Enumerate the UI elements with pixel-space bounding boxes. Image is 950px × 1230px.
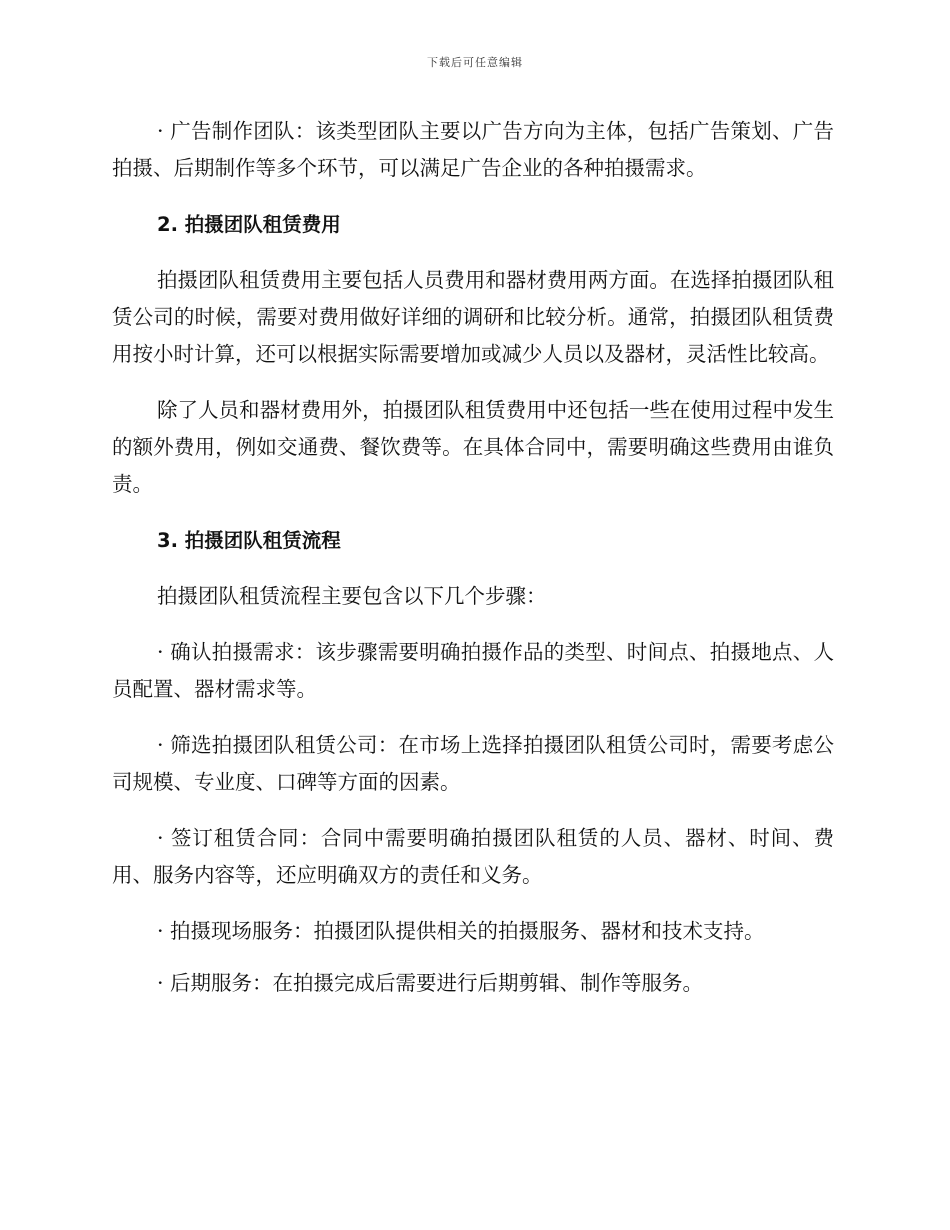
paragraph-extra-fees: 除了人员和器材费用外，拍摄团队租赁费用中还包括一些在使用过程中发生的额外费用，例如交通费、餐饮费等。在具体合同中，需要明确这些费用由谁负责。 <box>112 398 834 496</box>
document-body <box>112 113 834 1021</box>
paragraph-ad-production-team: · 广告制作团队：该类型团队主要以广告方向为主体，包括广告策划、广告拍摄、后期制作等多个环节，可以满足广告企业的各种拍摄需求。 <box>112 119 834 180</box>
list-item-step-onsite-service: · 拍摄现场服务：拍摄团队提供相关的拍摄服务、器材和技术支持。 <box>157 919 765 943</box>
paragraph-process-intro: 拍摄团队租赁流程主要包含以下几个步骤： <box>157 584 547 608</box>
list-item-step-sign-contract: · 签订租赁合同：合同中需要明确拍摄团队租赁的人员、器材、时间、费用、服务内容等，还应明确双方的责任和义务。 <box>112 826 834 887</box>
section-heading-rental-process: 3. 拍摄团队租赁流程 <box>157 529 341 552</box>
list-item-step-select-company: · 筛选拍摄团队租赁公司：在市场上选择拍摄团队租赁公司时，需要考虑公司规模、专业度、口碑等方面的因素。 <box>112 733 834 794</box>
paragraph-rental-fees: 拍摄团队租赁费用主要包括人员费用和器材费用两方面。在选择拍摄团队租赁公司的时候，需要对费用做好详细的调研和比较分析。通常，拍摄团队租赁费用按小时计算，还可以根据实际需要增加或减少人员以及器材，灵活性比较高。 <box>112 268 834 366</box>
section-heading-rental-fees: 2. 拍摄团队租赁费用 <box>157 213 341 236</box>
page-header: 下载后可任意编辑 <box>427 56 523 69</box>
list-item-step-confirm-needs: · 确认拍摄需求：该步骤需要明确拍摄作品的类型、时间点、拍摄地点、人员配置、器材需求等。 <box>112 640 834 701</box>
list-item-step-post-service: · 后期服务：在拍摄完成后需要进行后期剪辑、制作等服务。 <box>157 971 704 995</box>
